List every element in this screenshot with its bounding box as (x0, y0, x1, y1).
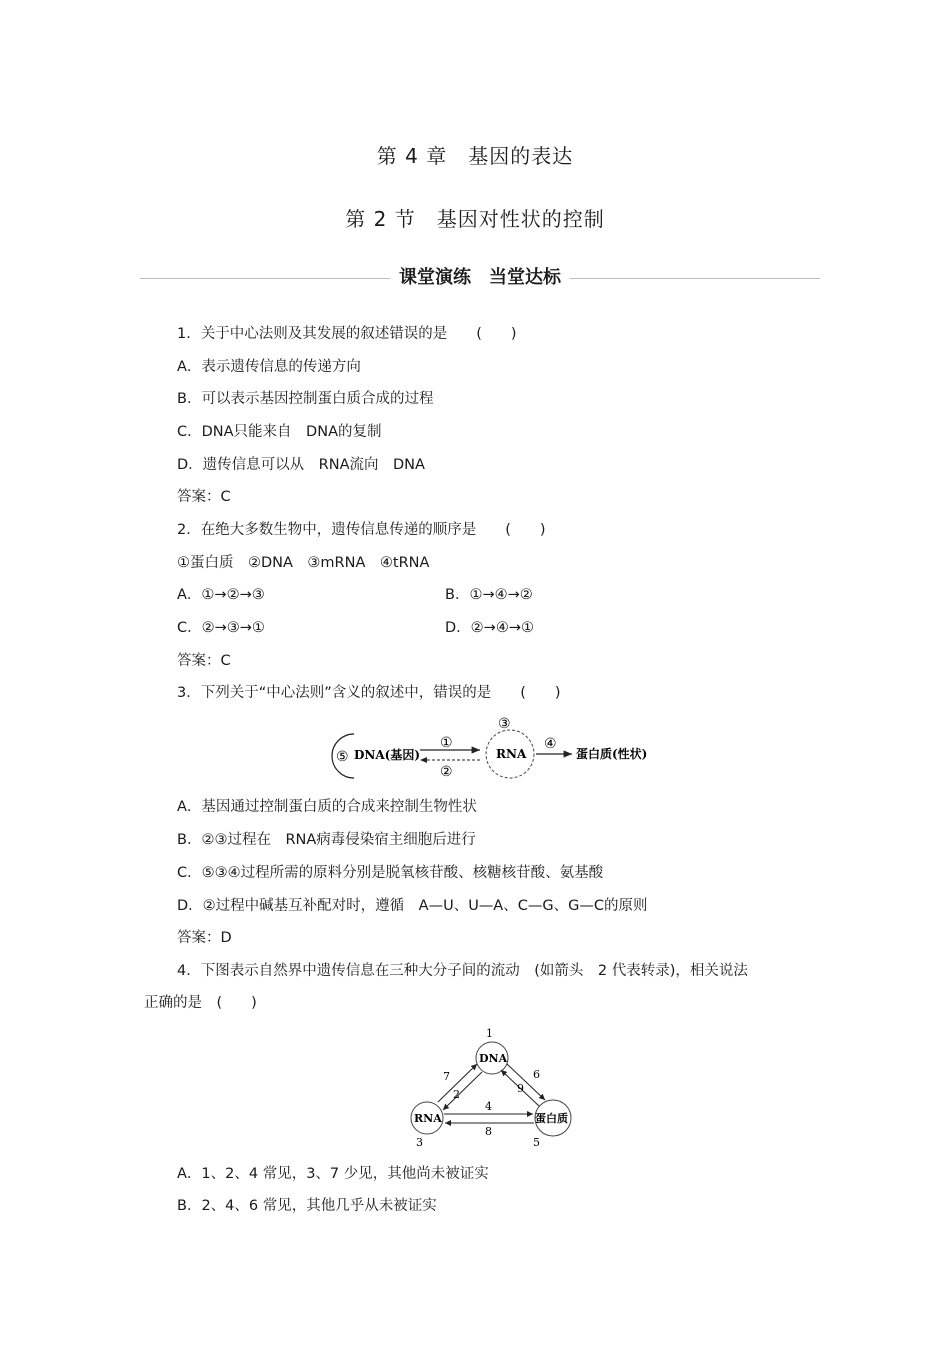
flow-num-5: 5 (533, 1136, 540, 1149)
diagram-num-1: ① (440, 735, 453, 751)
q4-option-b: B．2、4、6 常见，其他几乎从未被证实 (177, 1198, 437, 1214)
flow-num-4: 4 (485, 1100, 492, 1113)
flow-num-7: 7 (443, 1070, 450, 1083)
flow-dna-label: DNA (479, 1052, 508, 1065)
q2-option-b: B．①→④→② (445, 587, 533, 603)
central-dogma-diagram (330, 712, 660, 788)
q1-stem: 1．关于中心法则及其发展的叙述错误的是 ( ) (177, 326, 517, 342)
q3-stem: 3．下列关于“中心法则”含义的叙述中，错误的是 ( ) (177, 685, 561, 701)
information-flow-diagram (405, 1022, 580, 1150)
q3-option-d: D．②过程中碱基互补配对时，遵循 A—U、U—A、C—G、G—C的原则 (177, 898, 648, 914)
diagram-num-2: ② (440, 764, 453, 780)
q2-option-a: A．①→②→③ (177, 587, 265, 603)
flow-rna-label: RNA (414, 1112, 442, 1125)
section-banner (140, 266, 820, 290)
q3-answer: 答案：D (177, 930, 232, 946)
q2-stem: 2．在绝大多数生物中，遗传信息传递的顺序是 ( ) (177, 522, 546, 538)
flow-protein-label: 蛋白质 (535, 1112, 568, 1125)
flow-num-2: 2 (453, 1088, 460, 1101)
q3-option-c: C．⑤③④过程所需的原料分别是脱氧核苷酸、核糖核苷酸、氨基酸 (177, 865, 604, 881)
flow-num-6: 6 (533, 1068, 540, 1081)
q4-stem-line1: 4．下图表示自然界中遗传信息在三种大分子间的流动 (如箭头 2 代表转录)，相关说法 (177, 963, 748, 979)
flow-num-1: 1 (486, 1027, 493, 1040)
flow-num-8: 8 (485, 1125, 492, 1138)
banner-label: 课堂演练 当堂达标 (399, 267, 561, 288)
q1-option-a: A．表示遗传信息的传递方向 (177, 359, 361, 375)
diagram-num-5: ⑤ (336, 749, 349, 765)
q1-option-c: C．DNA只能来自 DNA的复制 (177, 424, 382, 440)
diagram-num-3: ③ (498, 716, 511, 732)
section-title: 第 2 节 基因对性状的控制 (345, 207, 605, 231)
q2-answer: 答案：C (177, 653, 231, 669)
q1-option-b: B．可以表示基因控制蛋白质合成的过程 (177, 391, 434, 407)
q2-option-d: D．②→④→① (445, 620, 534, 636)
diagram-protein-label: 蛋白质(性状) (576, 747, 648, 761)
diagram-dna-label: DNA(基因) (354, 748, 421, 762)
flow-num-3: 3 (416, 1136, 423, 1149)
flow-num-9: 9 (517, 1082, 524, 1095)
chapter-title: 第 4 章 基因的表达 (376, 144, 574, 168)
q4-stem-line2: 正确的是 ( ) (144, 995, 257, 1011)
q3-option-a: A．基因通过控制蛋白质的合成来控制生物性状 (177, 799, 477, 815)
q3-option-b: B．②③过程在 RNA病毒侵染宿主细胞后进行 (177, 832, 476, 848)
diagram-rna-label: RNA (496, 747, 527, 761)
diagram-num-4: ④ (544, 736, 557, 752)
q1-option-d: D．遗传信息可以从 RNA流向 DNA (177, 457, 425, 473)
q2-option-c: C．②→③→① (177, 620, 265, 636)
q2-items: ①蛋白质 ②DNA ③mRNA ④tRNA (177, 555, 430, 571)
q1-answer: 答案：C (177, 489, 231, 505)
q4-option-a: A．1、2、4 常见，3、7 少见，其他尚未被证实 (177, 1166, 489, 1182)
